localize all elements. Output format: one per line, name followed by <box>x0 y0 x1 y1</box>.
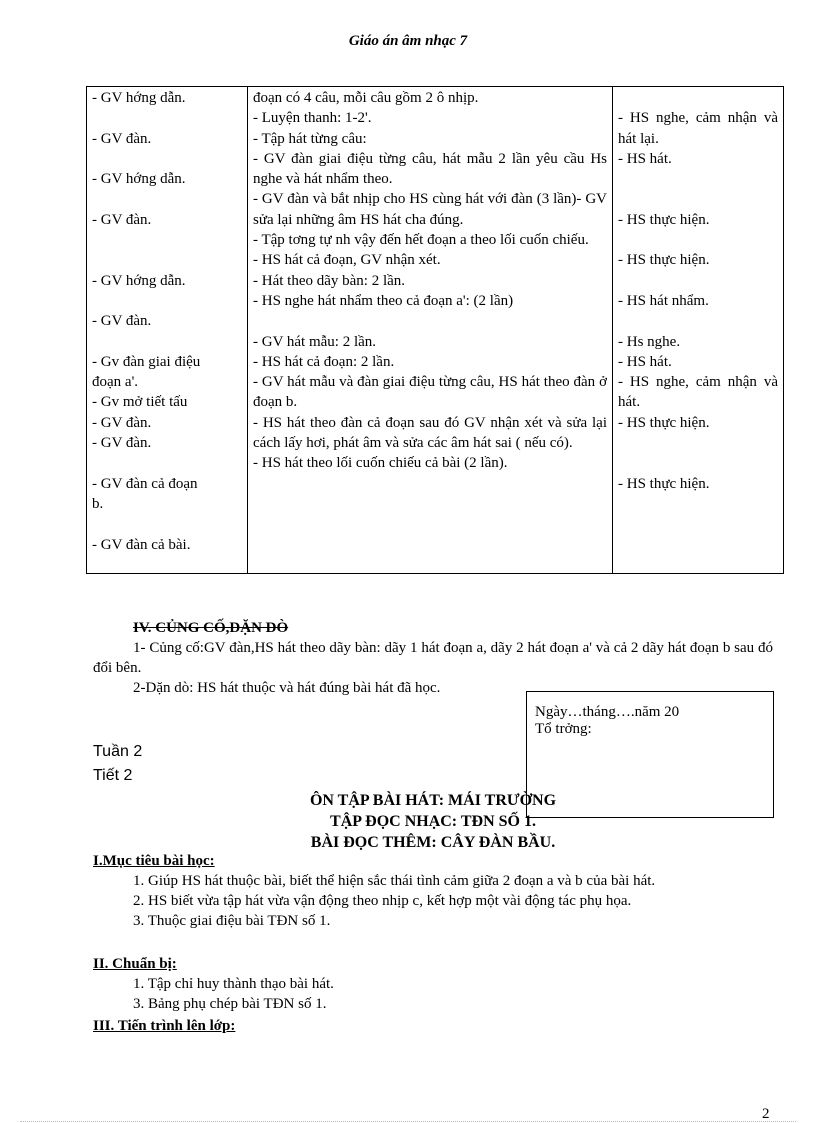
table-cell-line: - HS hát cả đoạn: 2 lần. <box>253 353 395 370</box>
section-consolidation <box>93 618 773 698</box>
table-cell-line <box>92 514 242 534</box>
table-cell-line <box>92 453 242 473</box>
paragraph: 3. Thuộc giai điệu bài TĐN số 1. <box>133 913 331 929</box>
table-cell-line: đoạn a'. <box>92 374 139 391</box>
table-cell-line <box>618 230 778 250</box>
table-cell-line <box>92 189 242 209</box>
signature-date: Ngày…tháng….năm 20 <box>535 704 680 720</box>
table-cell-line <box>618 189 778 209</box>
table-cell-line: - HS thực hiện. <box>618 475 710 492</box>
table-cell-line: - HS thực hiện. <box>618 211 710 228</box>
lesson-titles <box>93 790 773 853</box>
paragraph: 1. Giúp HS hát thuộc bài, biết thể hiện sắc thái tình cảm giữa 2 đoạn a và b của bài hát. <box>133 873 656 889</box>
table-cell-line <box>618 433 778 453</box>
table-cell-line <box>618 271 778 291</box>
lesson-title: ÔN TẬP BÀI HÁT: MÁI TRƯỜNG <box>309 792 557 809</box>
table-cell-line: - GV đàn. <box>92 211 152 228</box>
table-cell-line: - GV hớng dẫn. <box>92 90 186 106</box>
page-header: Giáo án âm nhạc 7 <box>348 33 468 49</box>
signature-role: Tổ trởng: <box>535 721 592 737</box>
student-activity-column <box>613 87 784 574</box>
section-heading: IV. CỦNG CỐ,DẶN DÒ <box>133 620 289 636</box>
lesson-title: TẬP ĐỌC NHẠC: TĐN SỐ 1. <box>330 813 536 830</box>
table-cell-line: - HS nghe, cảm nhận và hát. <box>618 374 778 411</box>
table-cell-line <box>618 311 778 331</box>
table-cell-line: - GV hát mẫu: 2 lần. <box>253 333 377 350</box>
paragraph: 2-Dặn dò: HS hát thuộc và hát đúng bài hát đã học. <box>133 680 441 696</box>
table-cell-line: - HS hát. <box>618 353 672 370</box>
table-cell-line: - HS hát theo đàn cả đoạn sau đó GV nhận xét và sửa lại cách lấy hơi, phát âm và sửa các âm hát sai ( nếu có). <box>253 414 607 452</box>
section-preparation <box>93 954 773 1014</box>
footer-divider <box>20 1121 796 1122</box>
table-cell-line <box>92 149 242 169</box>
table-cell-line: - Tập tơng tự nh vậy đến hết đoạn a theo lối cuốn chiếu. <box>253 232 589 249</box>
table-cell-line: - Hs nghe. <box>618 333 681 350</box>
table-cell-line: - HS hát theo lối cuốn chiếu cả bài (2 lần). <box>253 455 508 472</box>
table-cell-line: b. <box>92 495 104 512</box>
table-cell-line <box>92 332 242 352</box>
section-objectives <box>93 851 773 931</box>
table-cell-line: - GV đàn. <box>92 414 152 431</box>
table-cell-line <box>92 250 242 270</box>
table-cell-line <box>92 108 242 128</box>
table-cell-line: - HS thực hiện. <box>618 252 710 269</box>
table-cell-line <box>92 230 242 250</box>
table-cell-line: đoạn có 4 câu, mỗi câu gồm 2 ô nhịp. <box>253 90 479 106</box>
table-cell-line: - HS hát. <box>618 150 672 167</box>
section-heading: II. Chuẩn bị: <box>93 956 177 972</box>
section-heading: III. Tiến trình lên lớp: <box>93 1018 236 1034</box>
table-cell-line: - GV hớng dẫn. <box>92 171 186 188</box>
table-cell-line: - HS hát cả đoạn, GV nhận xét. <box>253 252 441 269</box>
table-cell-line: - Gv mở tiết tấu <box>92 394 188 411</box>
section-heading: I.Mục tiêu bài học: <box>93 853 215 869</box>
table-cell-line: - GV hớng dẫn. <box>92 272 186 289</box>
table-cell-line: - HS nghe hát nhẩm theo cả đoạn a': (2 lần) <box>253 292 514 309</box>
table-cell-line: - GV đàn giai điệu từng câu, hát mẫu 2 lần yêu cầu Hs nghe và hát nhẩm theo. <box>253 150 607 188</box>
table-cell-line <box>92 291 242 311</box>
teacher-activity-column <box>87 87 248 574</box>
table-cell-line: - HS hát nhẩm. <box>618 292 709 309</box>
table-cell-line <box>253 311 607 331</box>
table-cell-line: - Tập hát từng câu: <box>253 130 367 147</box>
paragraph: 3. Bảng phụ chép bài TĐN số 1. <box>133 996 327 1012</box>
table-cell-line: - GV đàn và bắt nhịp cho HS cùng hát với đàn (3 lần)- GV sửa lại những âm HS hát cha đúng. <box>253 191 607 228</box>
table-cell-line: - GV đàn cả đoạn <box>92 475 198 492</box>
week-label: Tuần 2 <box>93 743 143 760</box>
content-list <box>253 88 607 474</box>
table-cell-line: - GV đàn. <box>92 435 152 452</box>
section-procedure <box>93 1016 773 1036</box>
table-cell-line: - Gv đàn giai điệu <box>92 353 201 370</box>
paragraph: 1- Củng cố:GV đàn,HS hát theo dãy bàn: dãy 1 hát đoạn a, dãy 2 hát đoạn a' và cả 2 dãy hát đoạn b sau đó đổi bên. <box>93 640 773 676</box>
paragraph: 2. HS biết vừa tập hát vừa vận động theo nhịp c, kết hợp một vài động tác phụ họa. <box>133 893 632 909</box>
table-cell-line: - GV đàn. <box>92 130 152 147</box>
paragraph: 1. Tập chỉ huy thành thạo bài hát. <box>133 976 334 992</box>
teacher-activity-list <box>92 88 242 555</box>
lesson-table <box>86 86 784 574</box>
period-label: Tiết 2 <box>93 767 133 784</box>
table-cell-line: - Luyện thanh: 1-2'. <box>253 110 372 127</box>
table-cell-line <box>618 169 778 189</box>
table-cell-line: - Hát theo dãy bàn: 2 lần. <box>253 272 406 289</box>
lesson-title: BÀI ĐỌC THÊM: CÂY ĐÀN BẦU. <box>310 834 556 851</box>
content-column <box>248 87 613 574</box>
table-cell-line <box>618 88 778 108</box>
table-cell-line <box>618 453 778 473</box>
table-cell-line: - GV đàn cả bài. <box>92 536 191 553</box>
table-row <box>87 87 784 574</box>
page-number: 2 <box>762 1106 770 1122</box>
table-cell-line: - HS thực hiện. <box>618 414 710 431</box>
table-cell-line: - HS nghe, cảm nhận và hát lại. <box>618 110 778 147</box>
student-activity-list <box>618 88 778 494</box>
table-cell-line: - GV hát mẫu và đàn giai điệu từng câu, HS hát theo đàn ở đoạn b. <box>253 374 607 411</box>
table-cell-line: - GV đàn. <box>92 313 152 330</box>
week-info <box>93 740 142 788</box>
